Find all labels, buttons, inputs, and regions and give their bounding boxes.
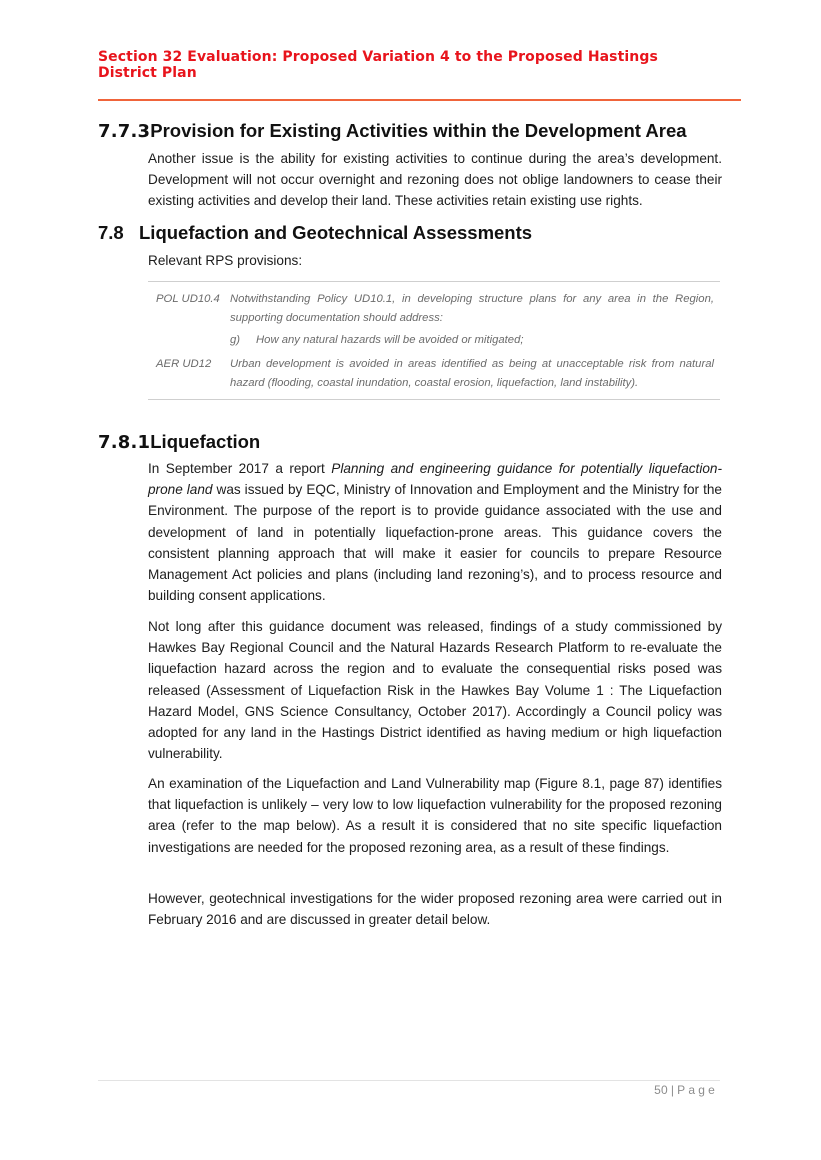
- provision-code: POL UD10.4: [156, 293, 220, 305]
- heading-title: Liquefaction and Geotechnical Assessments: [139, 222, 533, 243]
- text-run: was issued by EQC, Ministry of Innovation and Employment and the Ministry for the Environment. The purpose of the report is to provide guidance associated with the use and development of land in potentially liquefaction-prone areas. This guidance covers the consistent planning approach that will make it easier for councils to prepare Resource Management Act policies and plans (including land rezoning’s), and to process resource and building consent applications.: [148, 482, 722, 604]
- paragraph-geotechnical: However, geotechnical investigations for the wider proposed rezoning area were carried out in February 2016 and are discussed in greater detail below.: [148, 891, 722, 928]
- text-run: In September 2017 a report: [148, 461, 332, 476]
- provision-text: Notwithstanding Policy UD10.1, in developing structure plans for any area in the Region, supporting documentation should address:: [230, 293, 714, 324]
- heading-number: 7.7.3: [98, 121, 151, 142]
- page-number: 50: [654, 1083, 668, 1097]
- heading-7-7-3: [98, 120, 687, 142]
- heading-7-8-1: [98, 431, 260, 453]
- running-header-title: Section 32 Evaluation: Proposed Variation 4 to the Proposed Hastings District Plan: [98, 49, 658, 81]
- provision-code: AER UD12: [156, 358, 212, 370]
- paragraph-gns-study: Not long after this guidance document was released, findings of a study commissioned by Hawkes Bay Regional Council and the Natural Hazards Research Platform to re-evaluate the liquefaction hazard across the region and to evaluate the consequential risks posed was released (Assessment of Liquefaction Risk in the Hawkes Bay Volume 1 : The Liquefaction Hazard Model, GNS Science Consultancy, October 2017). Accordingly a Council policy was adopted for any land in the Hastings District identified as having medium or high liquefaction vulnerability.: [148, 619, 722, 762]
- paragraph-guidance-report: [148, 458, 722, 606]
- provision-row: [148, 290, 720, 350]
- subitem-label: g): [230, 334, 241, 346]
- footer-separator: |: [670, 1083, 675, 1097]
- footer-divider: [98, 1080, 720, 1081]
- provision-text: Urban development is avoided in areas identified as being at unacceptable risk from natural hazard (flooding, coastal inundation, coastal erosion, liquefaction, land instability).: [230, 358, 714, 389]
- heading-7-8: [98, 222, 532, 244]
- paragraph-existing-activities: Another issue is the ability for existing activities to continue during the area’s development. Development will not occur overnight and rezoning does not oblige landowners to cease their existing activities and develop their land. These activities retain existing use rights.: [148, 151, 722, 209]
- subitem-text: How any natural hazards will be avoided or mitigated;: [256, 334, 524, 346]
- rps-provisions-table: [148, 281, 720, 400]
- heading-title: Liquefaction: [150, 431, 261, 452]
- page-label: Page: [677, 1083, 718, 1097]
- heading-number: 7.8.1: [98, 432, 151, 453]
- rps-intro: Relevant RPS provisions:: [148, 253, 303, 268]
- heading-title: Provision for Existing Activities within the Development Area: [150, 120, 687, 141]
- provision-row: [148, 355, 720, 393]
- provision-body: [230, 290, 720, 350]
- paragraph-vulnerability-map: An examination of the Liquefaction and Land Vulnerability map (Figure 8.1, page 87) identifies that liquefaction is unlikely – very low to low liquefaction vulnerability for the proposed rezoning area (refer to the map below). As a result it is considered that no site specific liquefaction investigations are needed for the proposed rezoning area, as a result of these findings.: [148, 776, 722, 855]
- page-number-footer: [654, 1083, 718, 1097]
- report-title-italic: Planning and engineering guidance for potentially liquefaction-prone land: [148, 461, 722, 498]
- provision-subitem: [230, 331, 714, 350]
- heading-number: 7.8: [98, 222, 124, 243]
- header-divider: [98, 99, 741, 101]
